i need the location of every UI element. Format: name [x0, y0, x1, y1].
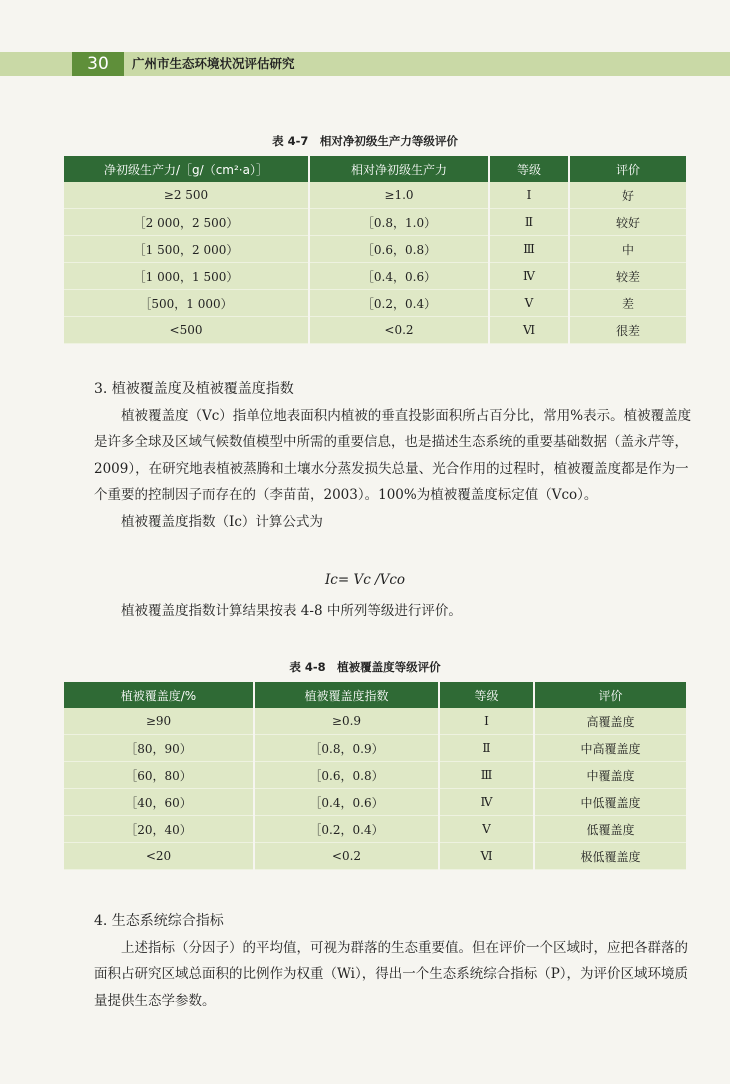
table-cell: <0.2: [309, 317, 489, 344]
table-cell: ［1 000，1 500）: [64, 263, 309, 290]
table-cell: ［1 500，2 000）: [64, 236, 309, 263]
section-3-formula-intro: 植被覆盖度指数（Ic）计算公式为: [121, 513, 323, 530]
table-cell: Ⅴ: [439, 816, 534, 843]
table-cell: ［80，90）: [64, 735, 254, 762]
table-cell: 高覆盖度: [534, 708, 686, 735]
table-row: [64, 182, 686, 209]
section-3-paragraph: 植被覆盖度（Vc）指单位地表面积内植被的垂直投影面积所占百分比，常用%表示。植被覆盖度是许多全球及区域气候数值模型中所需的重要信息，也是描述生态系统的重要基础数据（盖永芹等，2009），在研究地表植被蒸腾和土壤水分蒸发损失总量、光合作用的过程时，植被覆盖度都是作为一个重要的控制因子而存在的（李苗苗，2003）。100%为植被覆盖度标定值（Vco）。: [94, 407, 692, 503]
table-cell: Ⅳ: [439, 789, 534, 816]
column-header: 净初级生产力/［g/（cm²·a）］: [64, 156, 309, 182]
table-cell: ［0.8，0.9）: [254, 735, 439, 762]
table-row: [64, 816, 686, 843]
table-cell: ≥90: [64, 708, 254, 735]
table-cell: <0.2: [254, 843, 439, 870]
table-cell: ≥0.9: [254, 708, 439, 735]
section-3-tail: [94, 598, 692, 625]
table-row: [64, 209, 686, 236]
table-cell: Ⅵ: [439, 843, 534, 870]
table-cell: Ⅰ: [489, 182, 569, 209]
table-4-8-caption: 表 4-8 植被覆盖度等级评价: [289, 660, 441, 674]
table-cell: ［20，40）: [64, 816, 254, 843]
table-cell: 中低覆盖度: [534, 789, 686, 816]
section-3-heading: 3. 植被覆盖度及植被覆盖度指数: [94, 381, 294, 397]
table-4-7-caption: 表 4-7 相对净初级生产力等级评价: [272, 134, 458, 148]
table-cell: Ⅵ: [489, 317, 569, 344]
table-cell: 中: [569, 236, 686, 263]
table-row: [64, 708, 686, 735]
table-cell: Ⅱ: [439, 735, 534, 762]
table-cell: 很差: [569, 317, 686, 344]
table-cell: ［0.8，1.0）: [309, 209, 489, 236]
section-4: [94, 908, 692, 1014]
table-row: [64, 843, 686, 870]
table-cell: ［0.4，0.6）: [309, 263, 489, 290]
column-header: 相对净初级生产力: [309, 156, 489, 182]
table-cell: 差: [569, 290, 686, 317]
table-cell: ［0.2，0.4）: [309, 290, 489, 317]
table-row: [64, 735, 686, 762]
table-cell: 低覆盖度: [534, 816, 686, 843]
table-cell: ［60，80）: [64, 762, 254, 789]
table-cell: ≥1.0: [309, 182, 489, 209]
table-cell: Ⅲ: [489, 236, 569, 263]
table-row: [64, 789, 686, 816]
table-cell: ［0.6，0.8）: [309, 236, 489, 263]
table-cell: ［0.6，0.8）: [254, 762, 439, 789]
table-cell: Ⅰ: [439, 708, 534, 735]
table-cell: 好: [569, 182, 686, 209]
table-cell: 较差: [569, 263, 686, 290]
table-cell: Ⅴ: [489, 290, 569, 317]
section-3-table-ref: 植被覆盖度指数计算结果按表 4-8 中所列等级进行评价。: [121, 603, 462, 619]
table-header-row: [64, 156, 686, 182]
section-3: [94, 376, 692, 535]
table-cell: 较好: [569, 209, 686, 236]
column-header: 等级: [489, 156, 569, 182]
table-cell: 中覆盖度: [534, 762, 686, 789]
table-cell: ［0.4，0.6）: [254, 789, 439, 816]
table-cell: ［500，1 000）: [64, 290, 309, 317]
table-cell: ［40，60）: [64, 789, 254, 816]
column-header: 评价: [534, 682, 686, 708]
formula: Ic= Vc /Vco: [324, 572, 406, 588]
column-header: 评价: [569, 156, 686, 182]
column-header: 植被覆盖度指数: [254, 682, 439, 708]
section-4-heading: 4. 生态系统综合指标: [94, 913, 224, 929]
table-cell: 中高覆盖度: [534, 735, 686, 762]
column-header: 植被覆盖度/%: [64, 682, 254, 708]
table-cell: Ⅲ: [439, 762, 534, 789]
table-row: [64, 317, 686, 344]
table-cell: ［0.2，0.4）: [254, 816, 439, 843]
table-cell: Ⅳ: [489, 263, 569, 290]
table-cell: Ⅱ: [489, 209, 569, 236]
page-number: 30: [72, 52, 124, 76]
column-header: 等级: [439, 682, 534, 708]
table-cell: <500: [64, 317, 309, 344]
section-4-paragraph: 上述指标（分因子）的平均值，可视为群落的生态重要值。但在评价一个区域时，应把各群落的面积占研究区域总面积的比例作为权重（Wi），得出一个生态系统综合指标（P），为评价区域环境质量提供生态学参数。: [94, 939, 689, 1009]
table-header-row: [64, 682, 686, 708]
table-cell: ≥2 500: [64, 182, 309, 209]
running-title: 广州市生态环境状况评估研究: [132, 56, 295, 71]
table-cell: 极低覆盖度: [534, 843, 686, 870]
table-row: [64, 263, 686, 290]
table-cell: ［2 000，2 500）: [64, 209, 309, 236]
table-row: [64, 236, 686, 263]
table-cell: <20: [64, 843, 254, 870]
table-4-7: [64, 156, 686, 344]
table-row: [64, 762, 686, 789]
table-4-8: [64, 682, 686, 870]
table-row: [64, 290, 686, 317]
